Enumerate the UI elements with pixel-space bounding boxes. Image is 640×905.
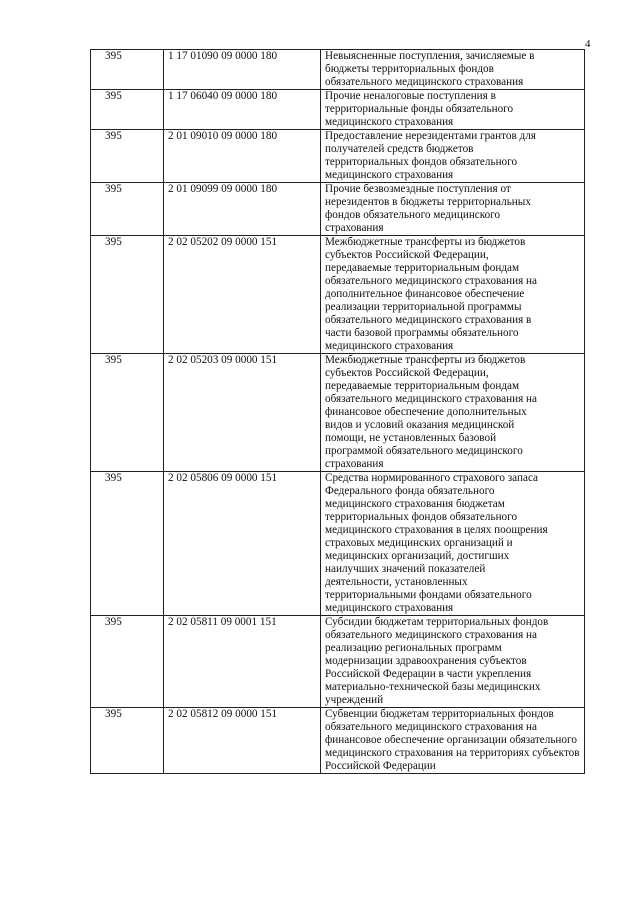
table-row	[91, 50, 585, 90]
page-number: 4	[585, 38, 591, 50]
income-name-line: субъектов Российской Федерации,	[325, 249, 489, 261]
income-name-cell	[321, 183, 585, 236]
income-name-line: медицинского страхования	[325, 169, 454, 181]
income-name-line: страхования	[325, 458, 384, 470]
income-name-line: наилучших значений показателей	[325, 563, 486, 575]
income-name-line: медицинских организаций, достигших	[325, 550, 510, 562]
income-name-line: медицинского страхования на территориях субъектов	[325, 747, 580, 759]
income-name-line: финансовое обеспечение дополнительных	[325, 406, 527, 418]
budget-codes-table	[90, 49, 585, 774]
income-name-line: Прочие безвозмездные поступления от	[325, 183, 511, 195]
budget-classification-code-cell: 2 02 05202 09 0000 151	[164, 236, 321, 354]
income-name-line: территориальными фондами обязательного	[325, 589, 532, 601]
income-name-cell	[321, 616, 585, 708]
income-name-line: Субвенции бюджетам территориальных фондов	[325, 708, 554, 720]
income-name-line: медицинского страхования	[325, 602, 454, 614]
income-name-line: субъектов Российской Федерации,	[325, 367, 489, 379]
admin-code-cell: 395	[91, 616, 164, 708]
income-name-line: передаваемые территориальным фондам	[325, 262, 520, 274]
income-name-line: бюджеты территориальных фондов	[325, 63, 494, 75]
table-row	[91, 183, 585, 236]
income-name-line: медицинского страхования	[325, 116, 454, 128]
table-row	[91, 354, 585, 472]
admin-code-cell: 395	[91, 50, 164, 90]
income-name-line: реализации территориальной программы	[325, 301, 522, 313]
income-name-line: Средства нормированного страхового запаса	[325, 472, 539, 484]
budget-classification-code-cell: 1 17 06040 09 0000 180	[164, 90, 321, 130]
income-name-line: обязательного медицинского страхования	[325, 76, 524, 88]
income-name-line: территориальных фондов обязательного	[325, 156, 518, 168]
income-name-line: дополнительное финансовое обеспечение	[325, 288, 525, 300]
table-row	[91, 130, 585, 183]
income-name-cell	[321, 90, 585, 130]
income-name-line: Невыясненные поступления, зачисляемые в	[325, 50, 535, 62]
income-name-line: финансовое обеспечение организации обязательного	[325, 734, 577, 746]
income-name-line: страхования	[325, 222, 384, 234]
income-name-line: Федерального фонда обязательного	[325, 485, 495, 497]
income-name-line: передаваемые территориальным фондам	[325, 380, 520, 392]
table-row	[91, 90, 585, 130]
admin-code-cell: 395	[91, 354, 164, 472]
admin-code-cell: 395	[91, 472, 164, 616]
income-name-line: медицинского страхования бюджетам	[325, 498, 505, 510]
income-name-line: части базовой программы обязательного	[325, 327, 519, 339]
income-name-cell	[321, 708, 585, 774]
income-name-line: Субсидии бюджетам территориальных фондов	[325, 616, 549, 628]
income-name-line: Прочие неналоговые поступления в	[325, 90, 496, 102]
income-name-line: программой обязательного медицинского	[325, 445, 523, 457]
table-row	[91, 708, 585, 774]
income-name-line: материально-технической базы медицинских	[325, 681, 541, 693]
admin-code-cell: 395	[91, 708, 164, 774]
income-name-line: обязательного медицинского страхования на	[325, 275, 538, 287]
income-name-cell	[321, 236, 585, 354]
income-name-line: деятельности, установленных	[325, 576, 468, 588]
table-body	[91, 50, 585, 774]
budget-classification-code-cell: 2 01 09010 09 0000 180	[164, 130, 321, 183]
income-name-line: страховых медицинских организаций и	[325, 537, 513, 549]
budget-classification-code-cell: 2 02 05203 09 0000 151	[164, 354, 321, 472]
admin-code-cell: 395	[91, 90, 164, 130]
income-name-cell	[321, 472, 585, 616]
admin-code-cell: 395	[91, 236, 164, 354]
income-name-line: Предоставление нерезидентами грантов для	[325, 130, 536, 142]
budget-classification-code-cell: 2 02 05812 09 0000 151	[164, 708, 321, 774]
income-name-line: территориальные фонды обязательного	[325, 103, 514, 115]
income-name-line: Межбюджетные трансферты из бюджетов	[325, 354, 526, 366]
income-name-line: Межбюджетные трансферты из бюджетов	[325, 236, 526, 248]
budget-classification-code-cell: 1 17 01090 09 0000 180	[164, 50, 321, 90]
income-name-line: видов и условий оказания медицинской	[325, 419, 515, 431]
income-name-line: получателей средств бюджетов	[325, 143, 474, 155]
income-name-line: учреждений	[325, 694, 384, 706]
income-name-line: медицинского страхования	[325, 340, 454, 352]
income-name-line: Российской Федерации в части укрепления	[325, 668, 532, 680]
income-name-line: нерезидентов в бюджеты территориальных	[325, 196, 531, 208]
budget-classification-code-cell: 2 02 05806 09 0000 151	[164, 472, 321, 616]
income-name-cell	[321, 130, 585, 183]
budget-classification-code-cell: 2 02 05811 09 0001 151	[164, 616, 321, 708]
income-name-line: помощи, не установленных базовой	[325, 432, 497, 444]
admin-code-cell: 395	[91, 130, 164, 183]
table-row	[91, 236, 585, 354]
income-name-cell	[321, 50, 585, 90]
income-name-line: Российской Федерации	[325, 760, 436, 772]
table-row	[91, 472, 585, 616]
income-name-line: обязательного медицинского страхования на	[325, 629, 538, 641]
income-name-line: территориальных фондов обязательного	[325, 511, 518, 523]
income-name-line: обязательного медицинского страхования на	[325, 393, 538, 405]
income-name-line: реализацию региональных программ	[325, 642, 502, 654]
income-name-line: обязательного медицинского страхования на	[325, 721, 538, 733]
admin-code-cell: 395	[91, 183, 164, 236]
income-name-line: фондов обязательного медицинского	[325, 209, 501, 221]
income-name-line: медицинского страхования в целях поощрения	[325, 524, 548, 536]
budget-classification-code-cell: 2 01 09099 09 0000 180	[164, 183, 321, 236]
table-row	[91, 616, 585, 708]
income-name-cell	[321, 354, 585, 472]
income-name-line: обязательного медицинского страхования в	[325, 314, 532, 326]
income-name-line: модернизации здравоохранения субъектов	[325, 655, 527, 667]
